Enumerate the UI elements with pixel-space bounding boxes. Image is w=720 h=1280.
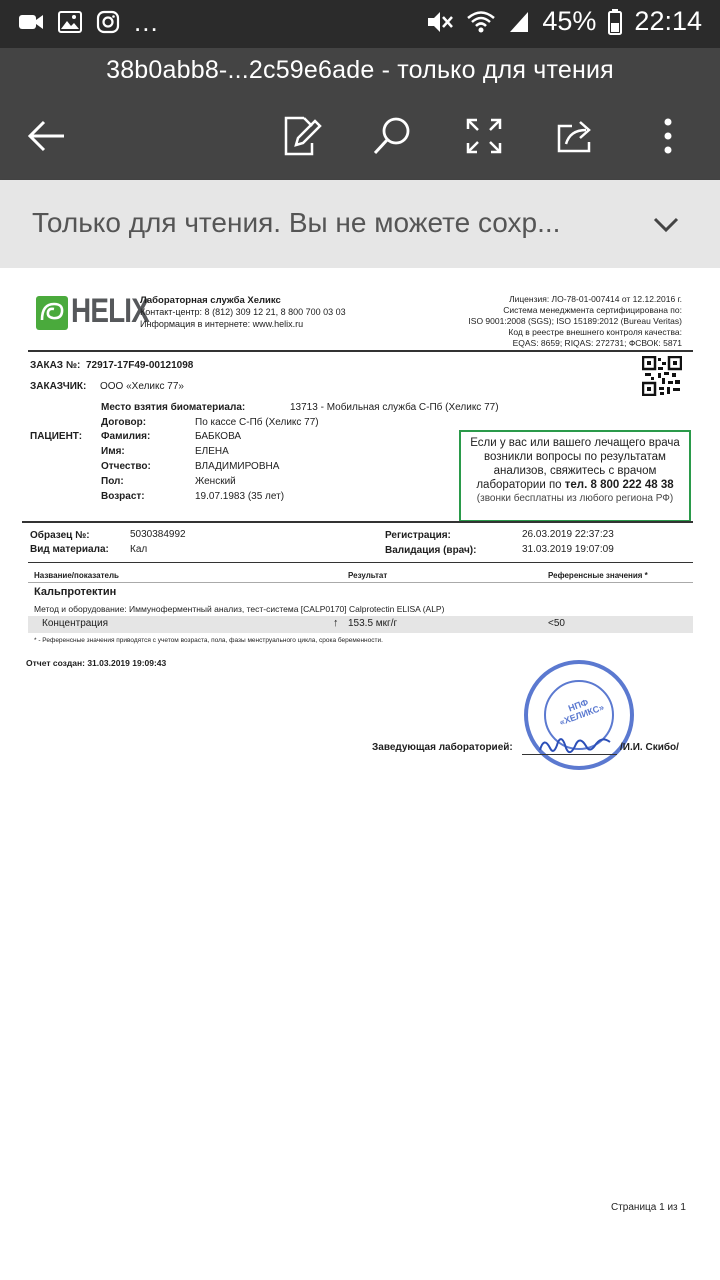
patient-field-value: 13713 - Мобильная служба С-Пб (Хеликс 77): [290, 402, 499, 413]
notification-icons: [18, 7, 159, 37]
patient-field-label: Возраст:: [101, 491, 145, 502]
battery-percent: 45%: [542, 6, 597, 36]
signal-icon: [508, 10, 530, 34]
video-camera-icon: [18, 11, 44, 33]
doctor-phone[interactable]: тел. 8 800 222 48 38: [564, 479, 674, 491]
result-parameter: Концентрация: [42, 618, 109, 629]
app-bar: [0, 48, 720, 180]
info-line: [461, 478, 689, 492]
registration-label: Регистрация:: [385, 530, 451, 541]
col-name-header: Название/показатель: [34, 571, 119, 580]
registration-value: 26.03.2019 22:37:23: [522, 529, 614, 540]
header-divider: [28, 350, 693, 352]
back-button[interactable]: [18, 108, 74, 164]
reference-value: <50: [548, 618, 565, 629]
sample-divider: [28, 562, 693, 563]
order-label: ЗАКАЗ №:: [30, 360, 81, 371]
back-arrow-icon: [26, 120, 66, 152]
instagram-icon: [96, 10, 120, 34]
gallery-icon: [58, 11, 82, 33]
report-created: Отчет создан: 31.03.2019 19:09:43: [26, 658, 167, 668]
lab-stamp-text: НПФ «ХЕЛИКС»: [558, 697, 606, 728]
patient-label: ПАЦИЕНТ:: [30, 431, 83, 442]
patient-field-label: Пол:: [101, 476, 124, 487]
iso-standards: ISO 9001:2008 (SGS); ISO 15189:2012 (Bureau Veritas): [468, 316, 682, 326]
patient-field-value: БАБКОВА: [195, 431, 242, 442]
info-line: анализов, свяжитесь с врачом: [493, 465, 657, 477]
clock: 22:14: [634, 6, 702, 36]
info-line: возникли вопросы по результатам: [484, 451, 666, 463]
more-vertical-icon: [663, 118, 673, 154]
lab-name: Лабораторная служба Хеликс: [140, 295, 281, 306]
helix-logo-text: HELIX: [71, 292, 150, 330]
test-method: Метод и оборудование: Иммуноферментный анализ, тест-система [CALP0170] Calprotectin ELISA (ALP): [34, 604, 445, 614]
patient-field-value: 19.07.1983 (35 лет): [195, 491, 285, 502]
sample-number: 5030384992: [130, 529, 186, 540]
customer-label: ЗАКАЗЧИК:: [30, 381, 87, 392]
battery-icon: [608, 9, 622, 35]
page-indicator: Страница 1 из 1: [611, 1202, 686, 1213]
qr-code-icon: [642, 356, 682, 396]
patient-field-label: Фамилия:: [101, 431, 151, 442]
chevron-down-icon[interactable]: [648, 206, 684, 242]
eqas-codes: EQAS: 8659; RIQAS: 272731; ФСВОК: 5871: [512, 338, 682, 348]
up-arrow-icon: ↑: [333, 617, 339, 629]
contact-info-box: [459, 430, 691, 522]
read-only-message: Только для чтения. Вы не можете сохр...: [32, 207, 561, 238]
search-icon: [372, 116, 412, 156]
contact-center: Контакт-центр: 8 (812) 309 12 21, 8 800 700 03 03: [140, 307, 346, 317]
mute-icon: [426, 9, 454, 35]
fullscreen-button[interactable]: [456, 108, 512, 164]
handwritten-signature: [536, 730, 616, 762]
patient-field-value: ЕЛЕНА: [195, 446, 229, 457]
patient-field-label: Место взятия биоматериала:: [101, 402, 246, 413]
edit-icon: [282, 115, 322, 157]
certification: Система менеджмента сертифицирована по:: [503, 305, 682, 315]
info-line-prefix: лаборатории по: [476, 479, 562, 491]
signature-name: /И.И. Скибо/: [620, 742, 679, 753]
order-number: 72917-17F49-00121098: [86, 360, 194, 371]
more-button[interactable]: [640, 108, 696, 164]
patient-field-label: Имя:: [101, 446, 125, 457]
edit-button[interactable]: [274, 108, 330, 164]
license: Лицензия: ЛО-78-01-007414 от 12.12.2016 г.: [509, 294, 682, 304]
wifi-icon: [466, 10, 496, 34]
more-notifications: ...: [134, 7, 159, 37]
patient-field-label: Отчество:: [101, 461, 151, 472]
result-value: 153.5 мкг/г: [348, 618, 398, 629]
info-line: Если у вас или вашего лечащего врача: [470, 437, 680, 449]
patient-field-value: По кассе С-Пб (Хеликс 77): [195, 417, 319, 428]
helix-logo-icon: [36, 296, 68, 330]
patient-field-value: Женский: [195, 476, 236, 487]
col-reference-header: Референсные значения *: [548, 571, 648, 580]
patient-divider: [22, 521, 693, 523]
share-icon: [556, 118, 596, 154]
info-free-calls: (звонки бесплатны из любого региона РФ): [476, 493, 674, 504]
validation-label: Валидация (врач):: [385, 545, 477, 556]
test-name: Кальпротектин: [34, 586, 117, 598]
status-bar: [0, 0, 720, 48]
system-icons: [426, 6, 702, 37]
document-title: 38b0abb8-...2c59e6ade - только для чтения: [106, 56, 614, 84]
material-value: Кал: [130, 544, 148, 555]
signature-label: Заведующая лабораторией:: [372, 742, 513, 753]
document-page: [0, 268, 720, 1280]
fullscreen-icon: [465, 117, 503, 155]
reference-footnote: * - Референсные значения приводятся с учетом возраста, пола, фазы менструального цикла, срока беременности.: [34, 637, 383, 644]
material-label: Вид материала:: [30, 544, 109, 555]
quality-registry: Код в реестре внешнего контроля качества:: [508, 327, 682, 337]
read-only-banner[interactable]: [0, 180, 720, 268]
sample-label: Образец №:: [30, 530, 90, 541]
col-result-header: Результат: [348, 571, 388, 580]
patient-field-value: ВЛАДИМИРОВНА: [195, 461, 280, 472]
patient-field-label: Договор:: [101, 417, 147, 428]
validation-value: 31.03.2019 19:07:09: [522, 544, 614, 555]
share-button[interactable]: [548, 108, 604, 164]
customer-value: ООО «Хеликс 77»: [100, 381, 184, 392]
search-button[interactable]: [364, 108, 420, 164]
results-header-divider: [28, 582, 693, 583]
website: Информация в интернете: www.helix.ru: [140, 319, 304, 329]
